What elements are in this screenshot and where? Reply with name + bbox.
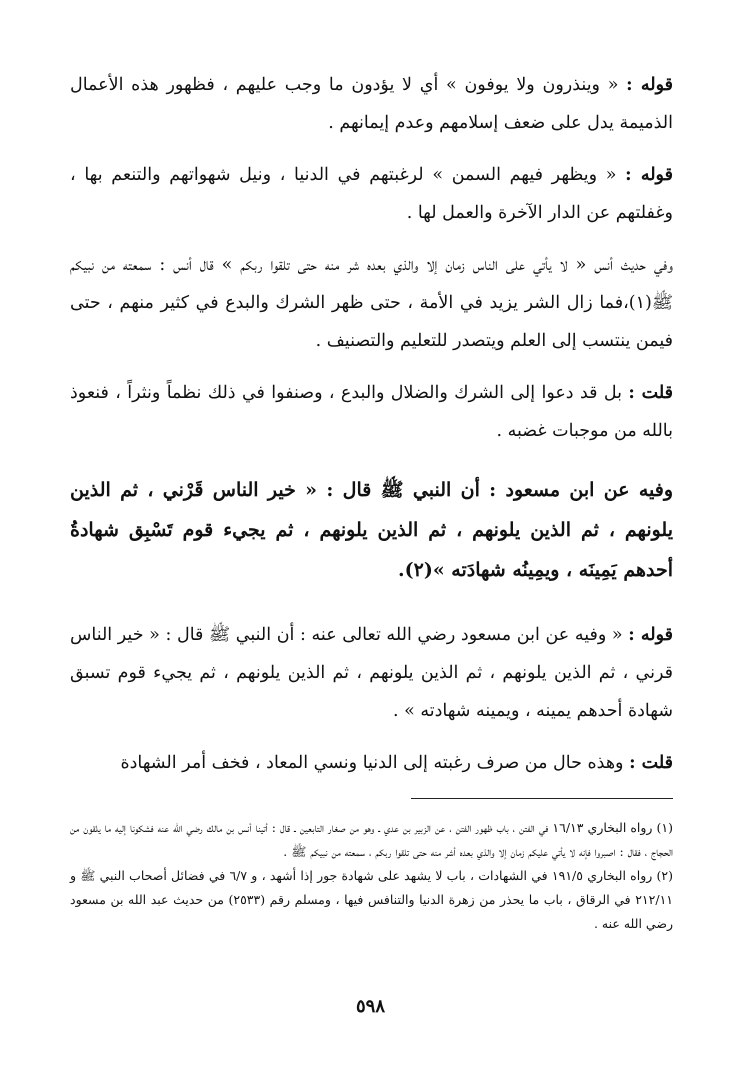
paragraph-2 — [70, 156, 673, 232]
paragraph-3 — [70, 246, 673, 360]
paragraph-lead: قوله : — [626, 75, 673, 95]
paragraph-lead: قلت : — [629, 753, 673, 773]
main-text — [70, 66, 673, 796]
paragraph-lead: قلت : — [628, 383, 673, 403]
paragraph-4 — [70, 374, 673, 450]
paragraph-1 — [70, 66, 673, 142]
paragraph-6 — [70, 744, 673, 782]
paragraph-text: « وينذرون ولا يوفون » أي لا يؤدون ما وجب عليهم ، فظهور هذه الأعمال الذميمة يدل على ضعف إسلامهم وعدم إيمانهم . — [70, 75, 673, 133]
paragraph-5 — [70, 616, 673, 730]
paragraph-text: وهذه حال من صرف رغبته إلى الدنيا ونسي المعاد ، فخف أمر الشهادة — [120, 753, 624, 773]
footnote-2: (٢) رواه البخاري ١٩١/٥ في الشهادات ، باب لا يشهد على شهادة جور إذا أشهد ، و ٦/٧ في فضائل أصحاب النبي ﷺ و ٢١٢/١١ في الرقاق ، باب ما يحذر من زهرة الدنيا والتنافس فيها ، ومسلم رقم (٢٥٣٣) من حديث عبد الله بن مسعود رضي الله عنه . — [70, 868, 673, 931]
paragraph-lead: قوله : — [628, 625, 673, 645]
page-number: ٥٩٨ — [355, 996, 385, 1017]
footnote-divider — [411, 798, 673, 799]
footnotes — [70, 816, 673, 936]
paragraph-text: وفي حديث أنس « لا يأتي على الناس زمان إلا والذي بعده شر منه حتى تلقوا ربكم » قال أنس : سمعته من نبيكم ﷺ(١)،فما زال الشر يزيد في الأمة ، حتى ظهر الشرك والبدع في كثير منهم ، حتى فيمن ينتسب إلى العلم ويتصدر للتعليم والتصنيف . — [70, 255, 673, 351]
paragraph-text: « ويظهر فيهم السمن » لرغبتهم في الدنيا ، ونيل شهواتهم والتنعم بها ، وغفلتهم عن الدار الآخرة والعمل لها . — [70, 165, 673, 223]
paragraph-lead: قوله : — [625, 165, 673, 185]
hadith-text: وفيه عن ابن مسعود : أن النبي ﷺ قال : « خير الناس قَرْني ، ثم الذين يلونهم ، ثم الذين يلونهم ، ثم الذين يلونهم ، ثم يجيء قوم تَسْبِق شهادةُ أحدهم يَمِينَه ، ويمِينُه شهادَته »(٢). — [70, 479, 673, 581]
paragraph-text: بل قد دعوا إلى الشرك والضلال والبدع ، وصنفوا في ذلك نظماً ونثراً ، فنعوذ بالله من موجبات غضبه . — [70, 383, 673, 441]
paragraph-text: « وفيه عن ابن مسعود رضي الله تعالى عنه : أن النبي ﷺ قال : « خير الناس قرني ، ثم الذين يلونهم ، ثم الذين يلونهم ، ثم الذين يلونهم ، ثم يجيء قوم تسبق شهادة أحدهم يمينه ، ويمينه شهادته » . — [70, 625, 673, 721]
footnote-1: (١) رواه البخاري ١٦/١٣ في الفتن ، باب ظهور الفتن ، عن الزبير بن عدي ـ وهو من صغار التابعين ـ قال : أتينا أنس بن مالك رضي الله عنه فشكونا إليه ما يلقون من الحجاج ، فقال : اصبروا فإنه لا يأتي عليكم زمان إلا والذي بعده أشر منه حتى تلقوا ربكم ، سمعته من نبيكم ﷺ . — [70, 820, 673, 859]
